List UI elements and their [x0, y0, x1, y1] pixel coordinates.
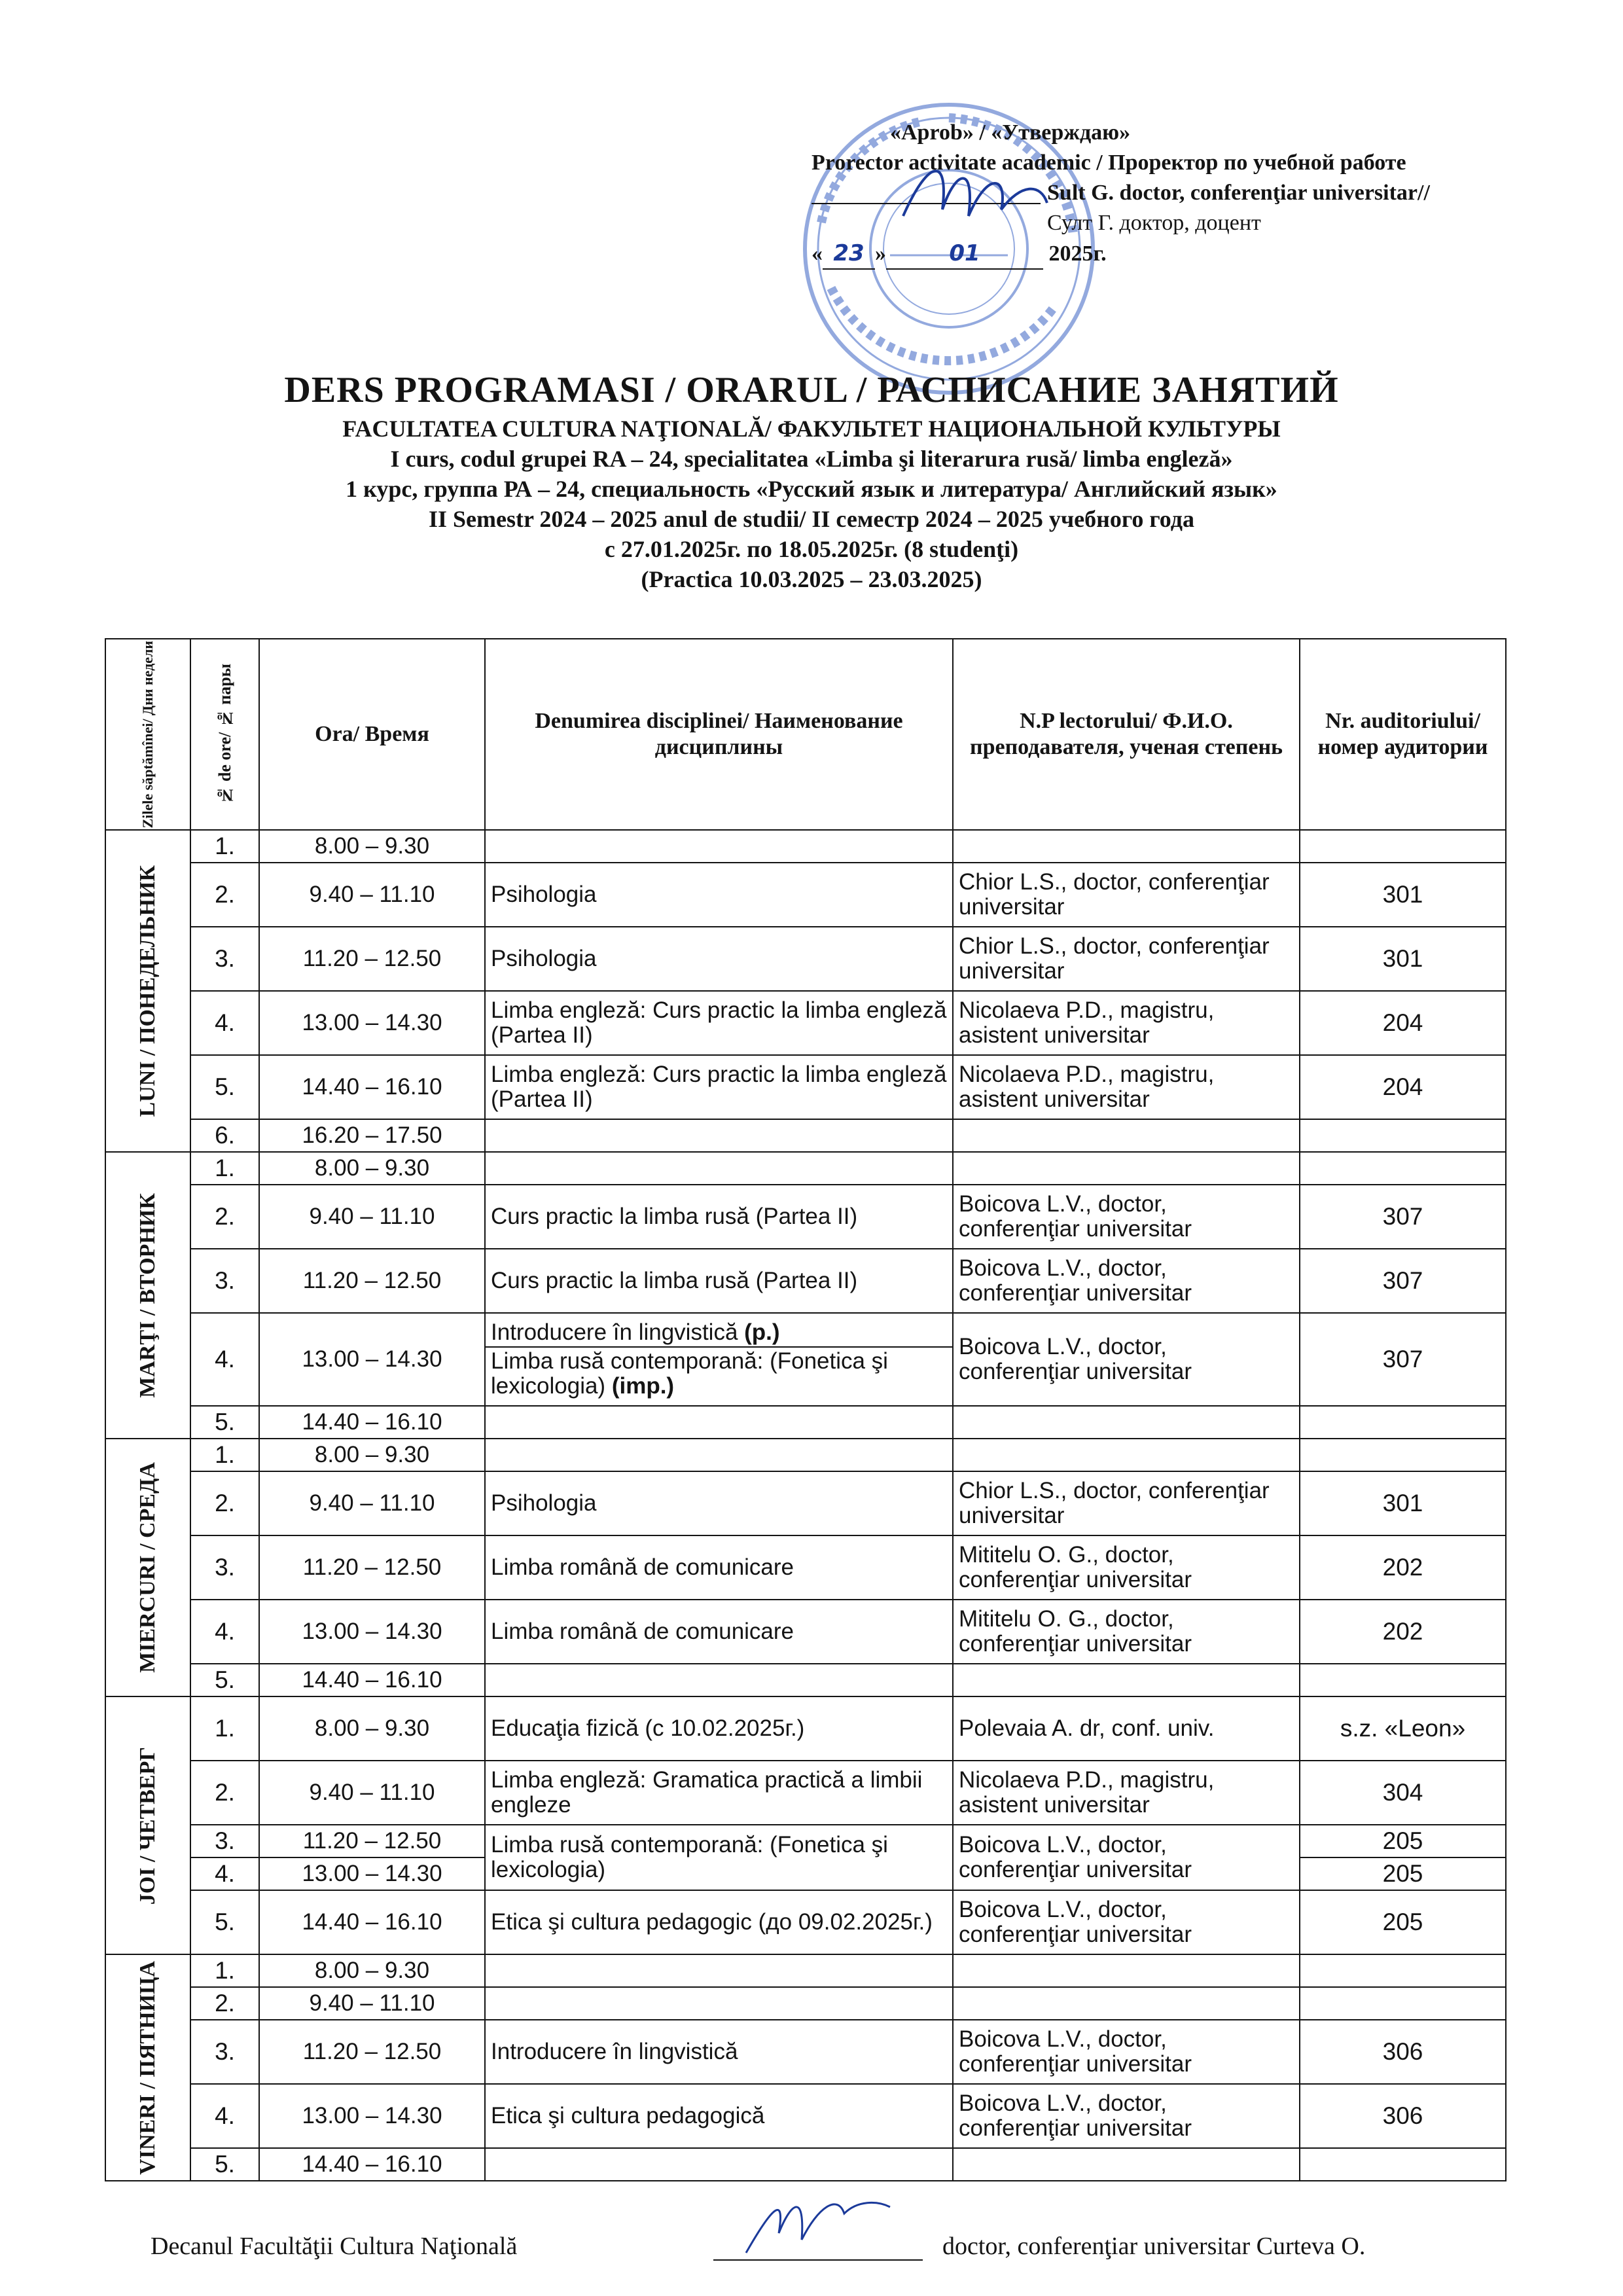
approval-position: Prorector activitate academic / Проректор по учебной работе: [812, 151, 1406, 175]
table-row: [105, 1152, 1506, 1185]
lecturer-cell: Nicolaeva P.D., magistru, asistent universitar: [953, 1055, 1300, 1119]
lesson-number: 2.: [190, 863, 259, 927]
lecturer-cell: Nicolaeva P.D., magistru, asistent universitar: [953, 991, 1300, 1055]
subject-cell: [485, 1987, 953, 2020]
subject-cell: [485, 1406, 953, 1439]
table-row: [105, 1890, 1506, 1954]
header-time: Ora/ Время: [259, 639, 485, 830]
dean-name: doctor, conferenţiar universitar Curteva O.: [942, 2233, 1366, 2260]
lesson-number: 3.: [190, 1249, 259, 1313]
lecturer-cell: Boicova L.V., doctor, conferenţiar universitar: [953, 1313, 1300, 1406]
lesson-number: 6.: [190, 1119, 259, 1152]
day-cell-fri: [105, 1954, 190, 2181]
day-cell-wed: [105, 1439, 190, 1696]
semester-line: II Semestr 2024 – 2025 anul de studii/ II семестр 2024 – 2025 учебного года: [429, 506, 1194, 532]
lecturer-cell: [953, 1954, 1300, 1987]
lesson-time: 8.00 – 9.30: [259, 1439, 485, 1471]
lesson-number: 2.: [190, 1471, 259, 1535]
room-cell: [1300, 1664, 1506, 1696]
lesson-time: 13.00 – 14.30: [259, 1600, 485, 1664]
approval-heading: «Aprob» / «Утверждаю»: [890, 120, 1131, 145]
lesson-number: 5.: [190, 2148, 259, 2181]
table-row: [105, 1119, 1506, 1152]
lecturer-cell: Boicova L.V., doctor, conferenţiar universitar: [953, 1890, 1300, 1954]
lesson-number: 4.: [190, 1313, 259, 1406]
lecturer-cell: Mititelu O. G., doctor, conferenţiar universitar: [953, 1535, 1300, 1600]
approval-date-day: 23: [823, 238, 875, 270]
lesson-time: 8.00 – 9.30: [259, 1696, 485, 1761]
header-lecturer: N.P lectorului/ Ф.И.О. преподавателя, ученая степень: [953, 639, 1300, 830]
table-row: [105, 1313, 1506, 1406]
subject-cell: Etica şi cultura pedagogic (до 09.02.2025г.): [485, 1890, 953, 1954]
table-row: [105, 1185, 1506, 1249]
lesson-time: 11.20 – 12.50: [259, 2020, 485, 2084]
table-row: [105, 863, 1506, 927]
day-label-fri: VINERI / ПЯТНИЦА: [135, 1960, 160, 2175]
room-cell: 202: [1300, 1535, 1506, 1600]
lecturer-cell: Boicova L.V., doctor, conferenţiar universitar: [953, 1249, 1300, 1313]
room-cell: 307: [1300, 1185, 1506, 1249]
group-line-ro: I curs, codul grupei RA – 24, specialitatea «Limba şi literarura rusă/ limba engleză»: [390, 446, 1233, 472]
lesson-time: 9.40 – 11.10: [259, 1185, 485, 1249]
subject-cell: [485, 830, 953, 863]
room-cell: [1300, 1987, 1506, 2020]
room-cell: 204: [1300, 991, 1506, 1055]
room-cell: [1300, 1406, 1506, 1439]
lesson-time: 13.00 – 14.30: [259, 1313, 485, 1406]
subject-cell: [485, 1119, 953, 1152]
subject-cell: Etica şi cultura pedagogică: [485, 2084, 953, 2148]
table-row: [105, 2020, 1506, 2084]
subject-text: Introducere în lingvistică: [491, 1319, 738, 1346]
lecturer-cell: [953, 2148, 1300, 2181]
lecturer-cell: Boicova L.V., doctor, conferenţiar universitar: [953, 1825, 1300, 1890]
lecturer-cell: [953, 1439, 1300, 1471]
lecturer-cell: [953, 1664, 1300, 1696]
day-cell-mon: [105, 830, 190, 1152]
table-row: [105, 1055, 1506, 1119]
lesson-number: 1.: [190, 1439, 259, 1471]
subject-cell: [485, 1954, 953, 1987]
lesson-number: 2.: [190, 1185, 259, 1249]
subject-split-top: [486, 1319, 952, 1348]
table-row: [105, 1664, 1506, 1696]
room-cell: 307: [1300, 1313, 1506, 1406]
table-row: [105, 1825, 1506, 1857]
lesson-number: 2.: [190, 1761, 259, 1825]
room-cell: 301: [1300, 1471, 1506, 1535]
table-row: [105, 1406, 1506, 1439]
day-cell-tue: [105, 1152, 190, 1439]
subject-type: (p.): [738, 1319, 780, 1346]
group-line-ru: 1 курс, группа РА – 24, специальность «Русский язык и литература/ Английский язык»: [346, 476, 1277, 502]
header-room: Nr. auditoriului/ номер аудитории: [1300, 639, 1506, 830]
room-cell: 301: [1300, 863, 1506, 927]
subject-cell: Introducere în lingvistică: [485, 2020, 953, 2084]
lecturer-cell: [953, 1987, 1300, 2020]
lecturer-cell: Boicova L.V., doctor, conferenţiar universitar: [953, 1185, 1300, 1249]
lesson-time: 9.40 – 11.10: [259, 1761, 485, 1825]
approval-date-month: 01: [886, 238, 1043, 270]
lesson-time: 8.00 – 9.30: [259, 1954, 485, 1987]
table-row: [105, 2148, 1506, 2181]
lesson-number: 4.: [190, 991, 259, 1055]
room-cell: s.z. «Leon»: [1300, 1696, 1506, 1761]
subject-cell: Limba engleză: Curs practic la limba engleză (Partea II): [485, 991, 953, 1055]
subject-cell: Limba română de comunicare: [485, 1600, 953, 1664]
table-row: [105, 1987, 1506, 2020]
handwritten-signature: [740, 2187, 897, 2259]
lesson-number: 5.: [190, 1055, 259, 1119]
lesson-time: 11.20 – 12.50: [259, 1535, 485, 1600]
lecturer-cell: Chior L.S., doctor, conferenţiar universitar: [953, 1471, 1300, 1535]
lesson-time: 9.40 – 11.10: [259, 863, 485, 927]
lecturer-cell: Boicova L.V., doctor, conferenţiar universitar: [953, 2020, 1300, 2084]
subject-cell: Curs practic la limba rusă (Partea II): [485, 1185, 953, 1249]
table-row: [105, 991, 1506, 1055]
lecturer-cell: [953, 1406, 1300, 1439]
lesson-time: 9.40 – 11.10: [259, 1987, 485, 2020]
footer: [151, 2232, 1512, 2261]
lesson-number: 5.: [190, 1664, 259, 1696]
lesson-time: 14.40 – 16.10: [259, 2148, 485, 2181]
lesson-number: 3.: [190, 1825, 259, 1857]
room-cell: 307: [1300, 1249, 1506, 1313]
table-row: [105, 927, 1506, 991]
table-row: [105, 1439, 1506, 1471]
lecturer-cell: Chior L.S., doctor, conferenţiar universitar: [953, 927, 1300, 991]
lecturer-cell: [953, 1119, 1300, 1152]
lesson-number: 1.: [190, 1696, 259, 1761]
lesson-number: 5.: [190, 1406, 259, 1439]
handwritten-signature: [890, 144, 1060, 236]
table-row: [105, 1249, 1506, 1313]
schedule-table: [105, 638, 1507, 2181]
subject-cell: [485, 1152, 953, 1185]
lesson-time: 13.00 – 14.30: [259, 1857, 485, 1890]
lesson-number: 5.: [190, 1890, 259, 1954]
faculty-line: FACULTATEA CULTURA NAŢIONALĂ/ ФАКУЛЬТЕТ НАЦИОНАЛЬНОЙ КУЛЬТУРЫ: [342, 416, 1281, 442]
room-cell: 205: [1300, 1857, 1506, 1890]
lecturer-cell: [953, 830, 1300, 863]
lecturer-cell: Nicolaeva P.D., magistru, asistent universitar: [953, 1761, 1300, 1825]
lesson-time: 11.20 – 12.50: [259, 927, 485, 991]
lesson-time: 11.20 – 12.50: [259, 1825, 485, 1857]
lecturer-cell: Boicova L.V., doctor, conferenţiar universitar: [953, 2084, 1300, 2148]
lesson-number: 1.: [190, 830, 259, 863]
page-title: DERS PROGRAMASI / ORARUL / РАСПИСАНИЕ ЗАНЯТИЙ: [284, 370, 1339, 410]
lesson-time: 13.00 – 14.30: [259, 991, 485, 1055]
lecturer-cell: Polevaia A. dr, conf. univ.: [953, 1696, 1300, 1761]
room-cell: [1300, 1954, 1506, 1987]
table-row: [105, 1535, 1506, 1600]
room-cell: [1300, 1439, 1506, 1471]
room-cell: [1300, 1119, 1506, 1152]
subject-cell: Limba engleză: Gramatica practică a limbii engleze: [485, 1761, 953, 1825]
approval-date-year: 2025г.: [1048, 242, 1107, 266]
room-cell: 301: [1300, 927, 1506, 991]
practice-line: (Practica 10.03.2025 – 23.03.2025): [641, 566, 982, 592]
lecturer-cell: [953, 1152, 1300, 1185]
day-label-mon: LUNI / ПОНЕДЕЛЬНИК: [135, 865, 160, 1117]
subject-cell: Limba engleză: Curs practic la limba engleză (Partea II): [485, 1055, 953, 1119]
header-num: № de ore/ № пары: [190, 639, 259, 830]
subject-cell: Educaţia fizică (с 10.02.2025г.): [485, 1696, 953, 1761]
subject-cell: Limba română de comunicare: [485, 1535, 953, 1600]
lesson-time: 8.00 – 9.30: [259, 1152, 485, 1185]
table-row: [105, 2084, 1506, 2148]
lesson-time: 11.20 – 12.50: [259, 1249, 485, 1313]
subject-cell: Limba rusă contemporană: (Fonetica şi lexicologia): [485, 1825, 953, 1890]
room-cell: 306: [1300, 2084, 1506, 2148]
table-row: [105, 1954, 1506, 1987]
subject-text: Limba rusă contemporană: (Fonetica şi lexicologia): [491, 1348, 888, 1399]
room-cell: 306: [1300, 2020, 1506, 2084]
lesson-number: 4.: [190, 2084, 259, 2148]
room-cell: 205: [1300, 1825, 1506, 1857]
day-label-wed: MIERCURI / СРЕДА: [135, 1462, 160, 1674]
room-cell: 205: [1300, 1890, 1506, 1954]
lesson-time: 9.40 – 11.10: [259, 1471, 485, 1535]
lesson-number: 1.: [190, 1152, 259, 1185]
table-row: [105, 1471, 1506, 1535]
title-block: [79, 367, 1544, 594]
approval-date: « 23 » 01 2025г.: [812, 238, 1564, 270]
period-line: с 27.01.2025г. по 18.05.2025г. (8 studenţi): [604, 536, 1019, 562]
lesson-number: 1.: [190, 1954, 259, 1987]
dean-signature-line: [713, 2233, 923, 2261]
lesson-time: 16.20 – 17.50: [259, 1119, 485, 1152]
lesson-time: 8.00 – 9.30: [259, 830, 485, 863]
subject-cell: [485, 1313, 953, 1406]
table-row: [105, 1600, 1506, 1664]
table-row: [105, 1761, 1506, 1825]
lecturer-cell: Mititelu O. G., doctor, conferenţiar universitar: [953, 1600, 1300, 1664]
room-cell: 202: [1300, 1600, 1506, 1664]
lesson-time: 14.40 – 16.10: [259, 1406, 485, 1439]
table-row: [105, 1696, 1506, 1761]
table-row: [105, 830, 1506, 863]
room-cell: 204: [1300, 1055, 1506, 1119]
subject-cell: [485, 1664, 953, 1696]
subject-cell: Psihologia: [485, 1471, 953, 1535]
lesson-number: 2.: [190, 1987, 259, 2020]
lesson-time: 14.40 – 16.10: [259, 1890, 485, 1954]
room-cell: 304: [1300, 1761, 1506, 1825]
approval-name-ru: Султ Г. доктор, доцент: [1047, 211, 1261, 235]
room-cell: [1300, 830, 1506, 863]
lesson-time: 13.00 – 14.30: [259, 2084, 485, 2148]
subject-cell: [485, 2148, 953, 2181]
room-cell: [1300, 2148, 1506, 2181]
lesson-time: 14.40 – 16.10: [259, 1664, 485, 1696]
lecturer-cell: Chior L.S., doctor, conferenţiar universitar: [953, 863, 1300, 927]
subject-cell: [485, 1439, 953, 1471]
day-label-tue: MARŢI / ВТОРНИК: [135, 1193, 160, 1398]
day-label-thu: JOI / ЧЕТВЕРГ: [135, 1746, 160, 1905]
approval-name-ro: Sult G. doctor, conferenţiar universitar//: [1047, 181, 1430, 205]
lesson-time: 14.40 – 16.10: [259, 1055, 485, 1119]
lesson-number: 3.: [190, 2020, 259, 2084]
day-cell-thu: [105, 1696, 190, 1954]
table-header-row: [105, 639, 1506, 830]
subject-cell: Psihologia: [485, 927, 953, 991]
subject-cell: Curs practic la limba rusă (Partea II): [485, 1249, 953, 1313]
lesson-number: 4.: [190, 1600, 259, 1664]
subject-cell: Psihologia: [485, 863, 953, 927]
dean-label: Decanul Facultăţii Cultura Naţională: [151, 2233, 518, 2260]
subject-split-bottom: [486, 1348, 952, 1400]
header-day: Zilele săptămînei/ Дни недели: [105, 639, 190, 830]
subject-type: (imp.): [605, 1373, 675, 1399]
lesson-number: 3.: [190, 927, 259, 991]
lesson-number: 4.: [190, 1857, 259, 1890]
header-subject: Denumirea disciplinei/ Наименование дисциплины: [485, 639, 953, 830]
room-cell: [1300, 1152, 1506, 1185]
lesson-number: 3.: [190, 1535, 259, 1600]
